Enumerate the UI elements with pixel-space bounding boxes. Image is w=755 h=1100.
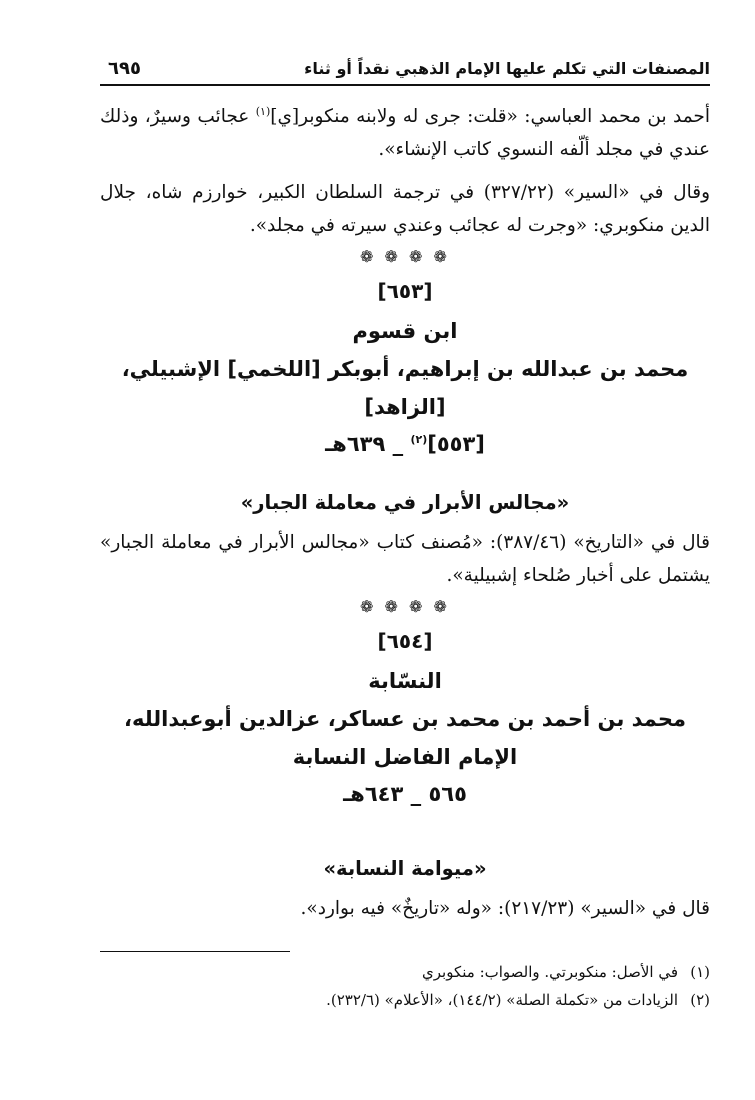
footnote-2-text: الزيادات من «تكملة الصلة» (١٤٤/٢)، «الأعلام» (٢٣٢/٦). [326, 991, 678, 1009]
footnote-1-text: في الأصل: منكوبرتي. والصواب: منكوبري [422, 963, 678, 981]
entry-number-653: [٦٥٣] [377, 279, 433, 303]
entry-nickname-653: ابن قسوم [352, 319, 458, 343]
footnotes [100, 958, 710, 1014]
paragraph-siyar-nassaba: قال في «السير» (٢١٧/٢٣): «وله «تاريخٌ» فيه بوارد». [300, 898, 710, 919]
book-title-653: «مجالس الأبرار في معاملة الجبار» [240, 491, 570, 514]
paragraph-siyar-khwarazm: وقال في «السير» (٣٢٧/٢٢) في ترجمة السلطان الكبير، خوارزم شاه، جلال الدين منكوبري: «وجرت له عجائب وعندي سيرته في مجلد». [100, 182, 710, 236]
running-head-title: المصنفات التي تكلم عليها الإمام الذهبي نقداً أو ثناء [304, 59, 710, 78]
entry-name-653: محمد بن عبدالله بن إبراهيم، أبوبكر [اللخمي] الإشبيلي، [الزاهد] [121, 357, 689, 419]
section-separator: ❁ ❁ ❁ ❁ [360, 247, 450, 266]
footnote-divider [100, 951, 290, 952]
entry-dates-653-death: _ ٦٣٩هـ [325, 432, 411, 456]
footnote-ref-1: (١) [255, 104, 271, 118]
entry-dates-654: ٥٦٥ _ ٦٤٣هـ [343, 782, 467, 806]
entry-title-654: الإمام الفاضل النسابة [292, 745, 518, 769]
footnote-2 [100, 986, 710, 1014]
paragraph-abbasi-part1: أحمد بن محمد العباسي: «قلت: جرى له ولابنه منكوبر[ي] [270, 106, 710, 127]
entry-dates-653 [100, 426, 710, 462]
paragraph-abbasi [100, 100, 710, 166]
book-page [100, 58, 710, 1014]
paragraph-abbasi-part2: عجائب وسيرٌ، وذلك عندي في مجلد ألّفه النسوي كاتب الإنشاء». [100, 106, 710, 160]
running-head [100, 58, 710, 86]
entry-dates-653-birth: [٥٥٣] [427, 432, 485, 456]
section-separator-2: ❁ ❁ ❁ ❁ [360, 597, 450, 616]
footnote-2-number: (٢) [690, 991, 710, 1009]
footnote-1 [100, 958, 710, 986]
paragraph-tarikh: قال في «التاريخ» (٣٨٧/٤٦): «مُصنف كتاب «مجالس الأبرار في معاملة الجبار» يشتمل على أخبار صُلحاء إشبيلية». [100, 532, 711, 586]
entry-nickname-654: النسّابة [368, 669, 442, 693]
entry-number-654: [٦٥٤] [377, 629, 433, 653]
entry-name-654: محمد بن أحمد بن محمد بن عساكر، عزالدين أبوعبدالله، [124, 707, 686, 731]
book-title-654: «ميوامة النسابة» [323, 857, 487, 880]
footnote-ref-2: (٢) [410, 433, 428, 446]
footnote-1-number: (١) [690, 963, 710, 981]
page-number: ٦٩٥ [108, 58, 141, 79]
